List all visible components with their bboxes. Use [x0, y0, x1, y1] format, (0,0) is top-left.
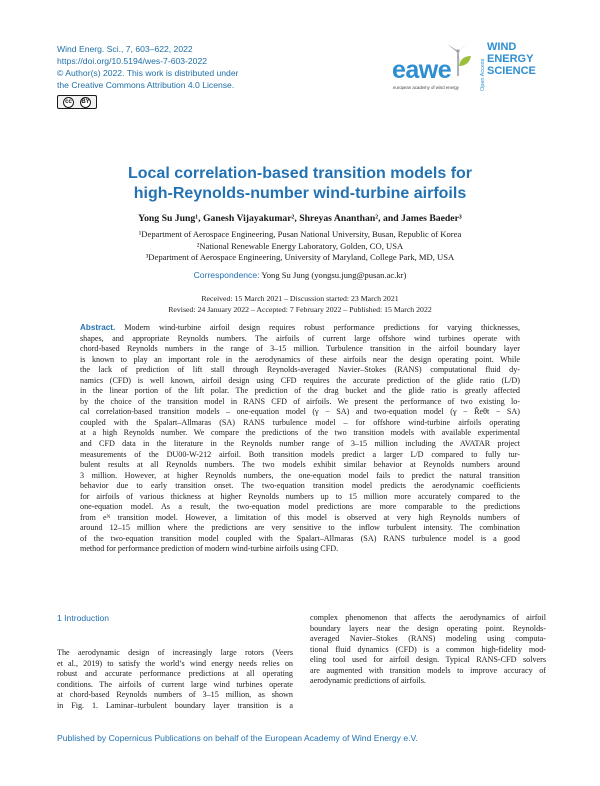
intro-right-column: [310, 613, 546, 687]
journal-logo[interactable]: [392, 38, 567, 103]
abstract-line: in the linear portion of the lift polar. The prediction of the drag bucket and the glide ratio is greatly affected: [80, 386, 520, 396]
body-line: are augmented with transition models to improve accuracy of: [310, 665, 546, 675]
abstract-line: namics (CFD) is well known, airfoil design using CFD requires the accurate prediction of the glide ratio (L/D): [80, 375, 520, 385]
abstract-line: chord-based Reynolds numbers in the range of 3–15 million. Turbulence transition in the airfoil boundary layer: [80, 344, 520, 354]
abstract-line: one-equation model. As a result, the two-equation model predictions are more comparable to the predictions: [80, 502, 520, 512]
abstract-line: from eᴺ transition model. However, a limitation of this model is observed at very high Reynolds numbers of: [80, 512, 520, 522]
copyright-notice: © Author(s) 2022. This work is distributed under: [57, 68, 239, 78]
abstract-line: and CFD data in the literature in the Reynolds number range of 3–15 million including the AVATAR project: [80, 439, 520, 449]
abstract-line: coupled with the Spalart–Allmaras (SA) RANS turbulence model – for offshore wind-turbine airfoils operating: [80, 417, 520, 427]
abstract-line: behavior due to early transition onset. The two-equation transition model predicts the aerodynamic coefficients: [80, 481, 520, 491]
abstract-label: Abstract.: [80, 323, 116, 332]
correspondence-label: Correspondence:: [193, 270, 260, 280]
by-icon: BY: [80, 97, 91, 108]
paper-title: [0, 164, 600, 204]
abstract-line: shapes, and appropriate Reynolds numbers. The airfoils of current large offshore wind turbines operate with: [80, 333, 520, 343]
abstract-line: of the two-equation transition model coupled with the Spalart–Allmaras (SA) RANS turbulence model is a good: [80, 533, 520, 543]
abstract-line: for airfoils of various thickness at higher Reynolds numbers up to 15 million more accurately compared to the: [80, 491, 520, 501]
affiliation: ²National Renewable Energy Laboratory, Golden, CO, USA: [196, 240, 404, 251]
abstract-line: 3 million. However, at higher Reynolds numbers, the one-equation model fails to predict the natural transition: [80, 470, 520, 480]
abstract-line: by the choice of the transition model in RANS CFD of airfoils. We present the performance of two existing lo-: [80, 396, 520, 406]
journal-name-line: ENERGY: [487, 53, 534, 65]
eawe-wordmark: eawe: [392, 56, 452, 84]
abstract-line: at a high Reynolds number. We compare the predictions of the two transition models with available experimental: [80, 428, 520, 438]
open-access-label: [478, 44, 486, 92]
abstract-first-line: Modern wind-turbine airfoil design requires robust performance predictions for varying thicknesses,: [124, 323, 520, 332]
abstract-line: [80, 323, 520, 334]
body-line: averaged Navier–Stokes (RANS) modeling using computa-: [310, 634, 546, 644]
abstract: [80, 323, 520, 555]
dates-line: Received: 15 March 2021 – Discussion started: 23 March 2021: [201, 294, 399, 303]
journal-name: [487, 41, 536, 77]
body-line: et al., 2019) to satisfy the world’s wind energy needs relies on: [57, 658, 293, 668]
correspondence: [0, 270, 600, 280]
body-line: complex phenomenon that affects the aerodynamics of airfoil: [310, 613, 546, 622]
body-line: aerodynamic predictions of airfoils.: [310, 676, 426, 686]
cc-icon: cc: [63, 97, 74, 108]
journal-name-line: SCIENCE: [487, 65, 536, 77]
abstract-line: method for performance prediction of modern wind-turbine airfoils using CFD.: [80, 544, 339, 554]
abstract-line: bulent results at all Reynolds numbers. The two models exhibit similar behavior at Reynolds numbers around: [80, 460, 520, 470]
abstract-line: around 12–15 million where the predictions are very sensitive to the inflow turbulent intensity. The combination: [80, 523, 520, 533]
correspondence-email[interactable]: Yong Su Jung (yongsu.jung@pusan.ac.kr): [261, 270, 407, 280]
body-line: robust and accurate performance predictions at all operating: [57, 669, 293, 679]
body-line: tional fluid dynamics (CFD) is a common high-fidelity mod-: [310, 644, 546, 654]
doi-link[interactable]: https://doi.org/10.5194/wes-7-603-2022: [57, 56, 208, 66]
license-notice[interactable]: the Creative Commons Attribution 4.0 License.: [57, 80, 235, 90]
intro-left-column: [57, 648, 293, 711]
affiliations: [0, 229, 600, 264]
citation-header: [57, 43, 307, 91]
affiliation: ¹Department of Aerospace Engineering, Pusan National University, Busan, Republic of Korea: [138, 229, 462, 239]
body-line: The aerodynamic design of increasingly large rotors (Veers: [57, 648, 293, 657]
journal-name-line: WIND: [487, 41, 517, 53]
abstract-line: is known to play an important role in the aerodynamics of these airfoils near the design operating point. While: [80, 354, 520, 364]
title-line: high-Reynolds-number wind-turbine airfoils: [133, 185, 467, 202]
eawe-subtitle: european academy of wind energy: [393, 85, 459, 90]
body-line: at chord-based Reynolds numbers of 3–15 million, as shown: [57, 690, 293, 700]
section-heading-introduction: 1 Introduction: [57, 613, 110, 623]
body-line: eling tool used for airfoil design. Typical RANS-CFD solvers: [310, 655, 546, 665]
affiliation: ³Department of Aerospace Engineering, University of Maryland, College Park, MD, USA: [145, 252, 455, 262]
body-line: conditions. The airfoils of current large wind turbines operate: [57, 679, 293, 689]
title-line: Local correlation-based transition models for: [127, 165, 473, 182]
body-line: boundary layers near the design operating point. Reynolds-: [310, 623, 546, 633]
publication-dates: [0, 293, 600, 315]
body-line: in Fig. 1. Laminar–turbulent boundary layer transition is a: [57, 700, 293, 710]
cc-by-license-badge[interactable]: [57, 95, 97, 109]
abstract-line: the lack of prediction of lift stall through Reynolds-averaged Navier–Stokes (RANS) computational fluid dy-: [80, 365, 520, 375]
open-access-text: Open Access: [480, 58, 486, 91]
author-list: Yong Su Jung¹, Ganesh Vijayakumar², Shreyas Ananthan², and James Baeder³: [138, 213, 462, 224]
publisher-footer: Published by Copernicus Publications on behalf of the European Academy of Wind Energy e.V.: [57, 733, 418, 743]
abstract-line: measurements of the DU00-W-212 airfoil. Both transition models predict a larger L/D compared to fully tur-: [80, 449, 520, 459]
dates-line: Revised: 24 January 2022 – Accepted: 7 February 2022 – Published: 15 March 2022: [168, 305, 432, 314]
abstract-line: cal correlation-based transition models – one-equation model (γ − SA) and two-equation model (γ − R̃eθt − SA): [80, 407, 520, 417]
leaf-icon: [458, 55, 472, 67]
journal-citation: Wind Energ. Sci., 7, 603–622, 2022: [57, 44, 193, 54]
